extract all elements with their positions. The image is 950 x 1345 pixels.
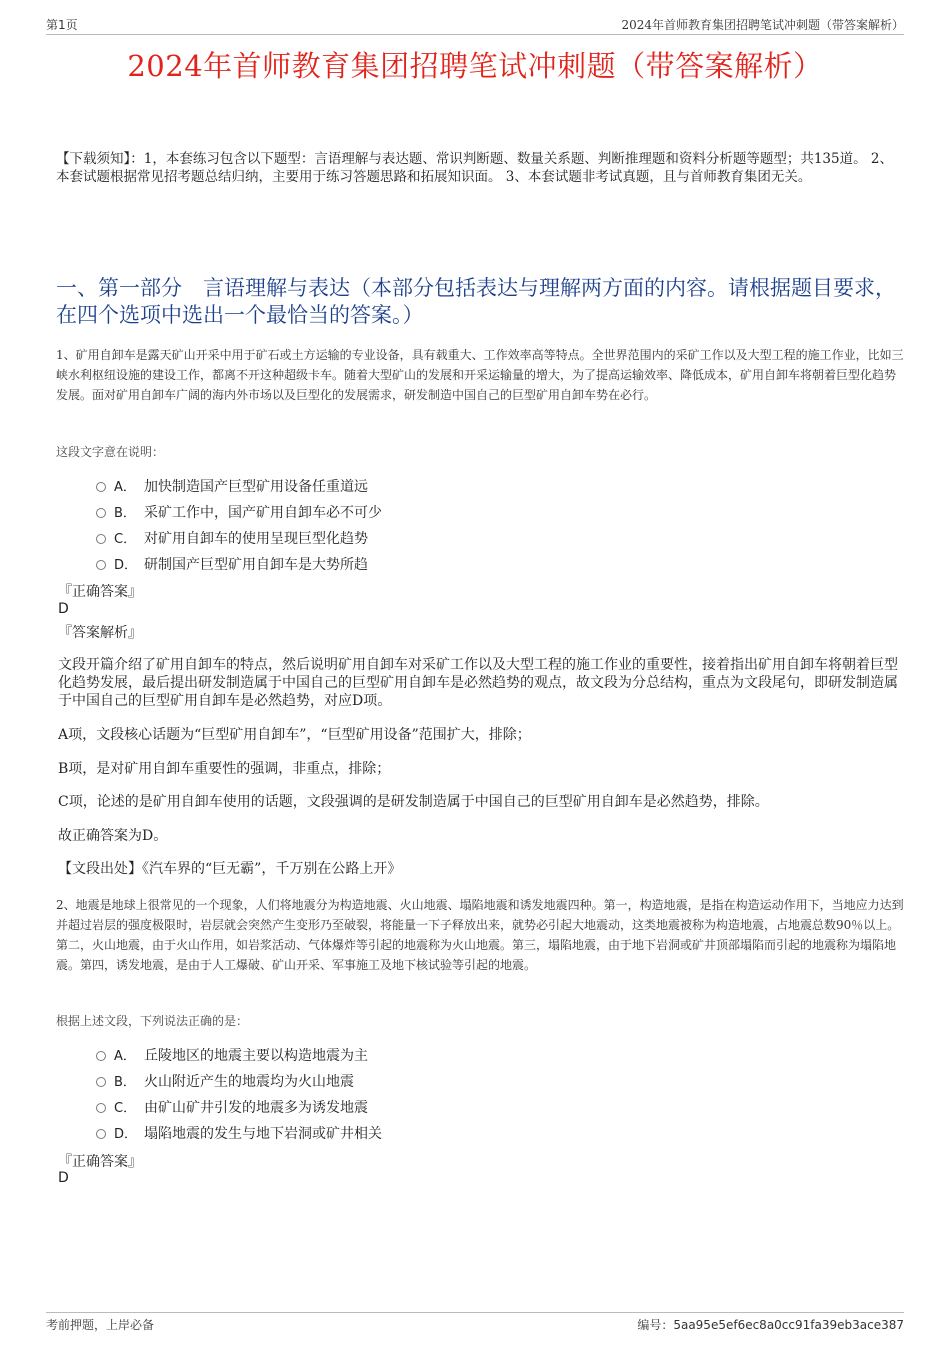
q2-option-c[interactable]: C． 由矿山矿井引发的地震多为诱发地震: [96, 1097, 368, 1117]
q1-analysis-a: A项，文段核心话题为“巨型矿用自卸车”，“巨型矿用设备”范围扩大，排除；: [58, 727, 531, 743]
page-number: 第1页: [46, 18, 78, 32]
radio-icon[interactable]: [96, 482, 106, 492]
q1-analysis-paragraph: 文段开篇介绍了矿用自卸车的特点，然后说明矿用自卸车对采矿工作以及大型工程的施工作业的重要性，接着指出矿用自卸车将朝着巨型化趋势发展，最后提出研发制造属于中国自己的巨型矿用自卸车是必然趋势的观点，故文段为分总结构，重点为文段尾句，即研发制造属于中国自己的巨型矿用自卸车是必然趋势，对应D项。: [58, 657, 898, 709]
section-heading: 一、第一部分 言语理解与表达（本部分包括表达与理解两方面的内容。请根据题目要求，在四个选项中选出一个最恰当的答案。）: [56, 276, 896, 327]
radio-icon[interactable]: [96, 534, 106, 544]
download-notice: 【下载须知】：1，本套练习包含以下题型：言语理解与表达题、常识判断题、数量关系题、判断推理题和资料分析题等题型；共135道。 2、本套试题根据常见招考题总结归纳，主要用于练习答题思路和拓展知识面。 3、本套试题非考试真题，且与首师教育集团无关。: [56, 151, 893, 185]
radio-icon[interactable]: [96, 1077, 106, 1087]
question-1-prompt: 这段文字意在说明：: [56, 445, 165, 459]
question-2-text: 2、地震是地球上很常见的一个现象，人们将地震分为构造地震、火山地震、塌陷地震和诱发地震四种。第一，构造地震，是指在构造运动作用下，当地应力达到并超过岩层的强度极限时，岩层就会突然产生变形乃至破裂，将能量一下子释放出来，就势必引起大地震动，这类地震被称为构造地震，占地震总数90％以上。第二，火山地震，由于火山作用，如岩浆活动、气体爆炸等引起的地震称为火山地震。第三，塌陷地震，由于地下岩洞或矿井顶部塌陷而引起的地震称为塌陷地震。第四，诱发地震，是由于人工爆破、矿山开采、军事施工及地下核试验等引起的地震。: [56, 898, 904, 972]
q2-option-a[interactable]: A． 丘陵地区的地震主要以构造地震为主: [96, 1045, 368, 1065]
q1-answer-label: 『正确答案』: [58, 584, 142, 600]
q1-source: 【文段出处】《汽车界的“巨无霸”，千万别在公路上开》: [58, 861, 402, 877]
question-2-prompt: 根据上述文段，下列说法正确的是：: [56, 1014, 249, 1028]
q1-analysis-c: C项，论述的是矿用自卸车使用的话题，文段强调的是研发制造属于中国自己的巨型矿用自卸车是必然趋势，排除。: [58, 794, 769, 810]
header-doc-title: 2024年首师教育集团招聘笔试冲刺题（带答案解析）: [621, 18, 904, 32]
q1-option-b[interactable]: B． 采矿工作中，国产矿用自卸车必不可少: [96, 502, 382, 522]
q1-option-c[interactable]: C． 对矿用自卸车的使用呈现巨型化趋势: [96, 528, 368, 548]
q1-analysis-label: 『答案解析』: [58, 625, 142, 641]
q1-option-a[interactable]: A． 加快制造国产巨型矿用设备任重道远: [96, 476, 368, 496]
page-footer: [46, 1312, 904, 1333]
page-header: [46, 14, 904, 35]
document-code: 编号：5aa95e5ef6ec8a0cc91fa39eb3ace387: [637, 1318, 904, 1332]
q1-analysis-conclusion: 故正确答案为D。: [58, 828, 168, 844]
q2-option-d[interactable]: D． 塌陷地震的发生与地下岩洞或矿井相关: [96, 1123, 382, 1143]
q2-option-b[interactable]: B． 火山附近产生的地震均为火山地震: [96, 1071, 354, 1091]
q1-answer: D: [58, 601, 69, 617]
q1-analysis-b: B项，是对矿用自卸车重要性的强调，非重点，排除；: [58, 761, 391, 777]
q1-option-d[interactable]: D． 研制国产巨型矿用自卸车是大势所趋: [96, 554, 368, 574]
question-1-text: 1、矿用自卸车是露天矿山开采中用于矿石或土方运输的专业设备，具有载重大、工作效率高等特点。全世界范围内的采矿工作以及大型工程的施工作业，比如三峡水利枢纽设施的建设工作，都离不开这种超级卡车。随着大型矿山的发展和开采运输量的增大，为了提高运输效率、降低成本，矿用自卸车将朝着巨型化趋势发展。面对矿用自卸车广阔的海内外市场以及巨型化的发展需求，研发制造中国自己的巨型矿用自卸车势在必行。: [56, 348, 904, 402]
radio-icon[interactable]: [96, 560, 106, 570]
radio-icon[interactable]: [96, 1103, 106, 1113]
radio-icon[interactable]: [96, 1129, 106, 1139]
footer-slogan: 考前押题，上岸必备: [46, 1318, 155, 1332]
radio-icon[interactable]: [96, 1051, 106, 1061]
q2-answer-label: 『正确答案』: [58, 1154, 142, 1170]
document-title: 2024年首师教育集团招聘笔试冲刺题（带答案解析）: [127, 49, 823, 83]
radio-icon[interactable]: [96, 508, 106, 518]
q2-answer: D: [58, 1170, 69, 1186]
